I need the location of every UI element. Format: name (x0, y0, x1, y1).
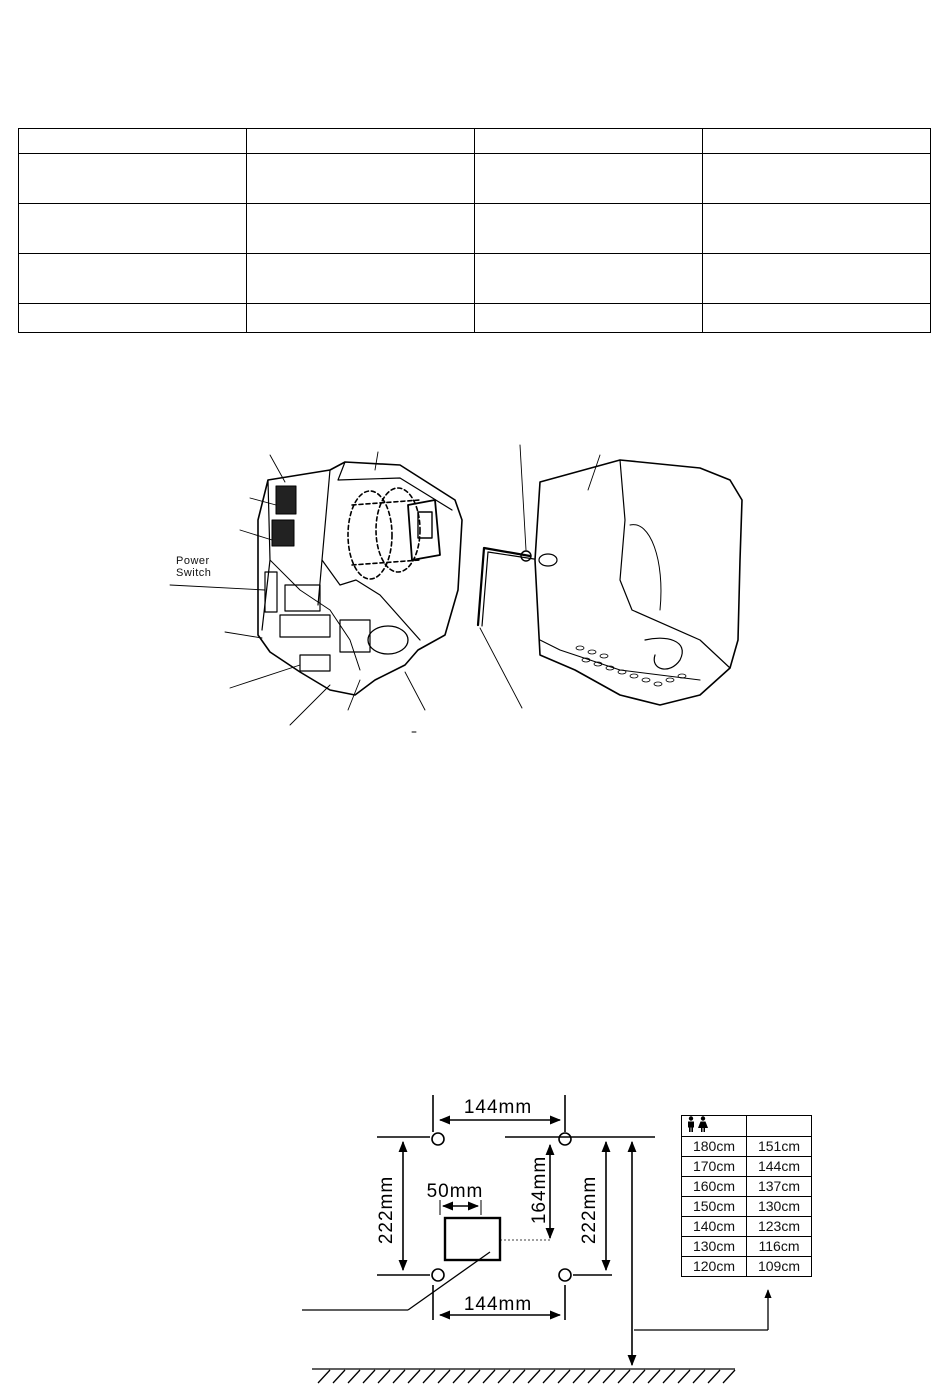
table-row (682, 1157, 812, 1177)
screw-hole-top-right (559, 1133, 571, 1145)
user-height-cell: 130cm (682, 1237, 747, 1257)
screw-hole-bottom-left (432, 1269, 444, 1281)
dim-cutout-width: 50mm (426, 1181, 484, 1202)
restroom-header-cell (682, 1116, 747, 1137)
user-height-cell: 180cm (682, 1137, 747, 1157)
table-row (682, 1257, 812, 1277)
male-female-restroom-icon (682, 1116, 712, 1132)
dim-inner-height: 164mm (529, 1155, 550, 1225)
table-row (682, 1237, 812, 1257)
user-height-cell: 120cm (682, 1257, 747, 1277)
mount-height-cell: 151cm (747, 1137, 812, 1157)
mount-height-cell: 109cm (747, 1257, 812, 1277)
user-height-cell: 160cm (682, 1177, 747, 1197)
mount-height-cell: 130cm (747, 1197, 812, 1217)
user-height-cell: 140cm (682, 1217, 747, 1237)
user-height-cell: 150cm (682, 1197, 747, 1217)
user-height-cell: 170cm (682, 1157, 747, 1177)
table-row (682, 1116, 812, 1137)
table-row (682, 1137, 812, 1157)
table-row (682, 1217, 812, 1237)
table-row (682, 1197, 812, 1217)
header-cell (747, 1116, 812, 1137)
label-line: Power (176, 555, 210, 567)
mounting-height-table (681, 1115, 812, 1277)
screw-hole-bottom-right (559, 1269, 571, 1281)
floor-hatching (312, 1369, 735, 1383)
dim-right-height: 222mm (579, 1175, 600, 1245)
label-line: Switch (176, 567, 212, 579)
dim-top-width: 144mm (463, 1097, 533, 1118)
cable-cutout (445, 1218, 500, 1260)
mount-height-cell: 123cm (747, 1217, 812, 1237)
screw-hole-top-left (432, 1133, 444, 1145)
table-row (682, 1177, 812, 1197)
mount-height-cell: 116cm (747, 1237, 812, 1257)
dim-left-height: 222mm (376, 1175, 397, 1245)
dim-bottom-width: 144mm (463, 1294, 533, 1315)
mount-height-cell: 144cm (747, 1157, 812, 1177)
mount-height-cell: 137cm (747, 1177, 812, 1197)
